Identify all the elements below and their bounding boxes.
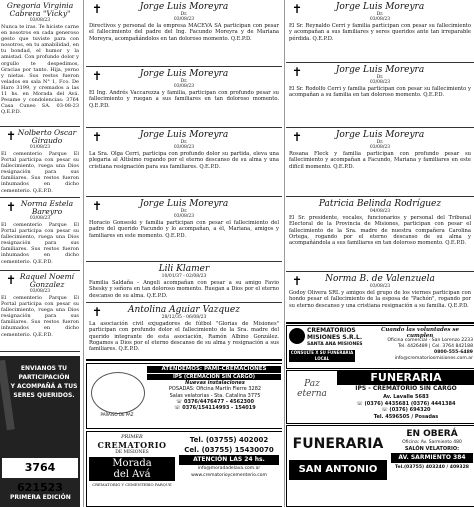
notice-date: 03/08/23: [369, 284, 391, 289]
cross-icon: ✝: [92, 199, 103, 213]
ad-title: MISIONES S.R.L.: [307, 334, 363, 341]
notice-text: Directivos y personal de la empresa MACEVA SA participan con pesar el fallecimiento del padre del Ing. Facundo Moreyra y de Mariana Moreyra, acompañándolos en tan doloroso momento. Q.E.P.D.: [89, 23, 279, 42]
ad-phone: Tel. 4426489 | Cel. 3764 842188: [398, 344, 473, 349]
advertisement-morada-del-ava: [86, 431, 282, 507]
obituary-notice: [286, 63, 474, 128]
notice-text: El cementerio Parque El Portal participa con pesar su fallecimiento, ruega una Dios resignación para sus familiares. Sus restos fueron inhumados en dicho cementerio. Q.E.P.D.: [1, 222, 79, 265]
deceased-name: Jorge Luis Moreyra: [335, 65, 425, 75]
obituary-notice: [86, 197, 282, 262]
ad-brand: Morada: [112, 458, 152, 469]
dove-logo-icon: [91, 372, 145, 414]
ad-text: CONSULTE X SU FUNERARIA LOCAL: [290, 350, 354, 361]
deceased-name: Patricia Belinda Rodríguez: [318, 199, 442, 209]
ad-text: Oficina comercial - San Lorenzo 2233: [387, 338, 473, 343]
notice-date: 04/08/23: [369, 209, 391, 214]
deceased-name: Jorge Luis Moreyra: [335, 2, 425, 12]
flame-logo-icon: [289, 328, 305, 344]
column-left: [0, 0, 80, 507]
notice-date: 03/08/23: [369, 145, 391, 150]
notice-date: 03/08/23: [173, 17, 195, 22]
obituary-notice: [86, 128, 282, 197]
deceased-name: Jorge Luis Moreyra: [139, 199, 229, 209]
notice-date: 03/08/23: [173, 214, 195, 219]
ad-email: info@moradadelava.com.ar: [197, 466, 261, 471]
ad-title: ATENDEMOS: PAMI-CREMACIONES: [147, 366, 281, 373]
deceased-name: Jorge Luis Moreyra: [335, 130, 425, 140]
notice-date: 01/08/23: [29, 145, 51, 150]
ad-line: SERES QUERIDOS.: [13, 392, 75, 399]
ad-subtitle: IPS (CREMACION SIN CARGO): [147, 374, 281, 380]
ad-phone: Tel.(03755) 403240 / 409328: [395, 465, 469, 470]
ad-address: AV. SARMIENTO 384: [391, 453, 473, 463]
cross-icon: ✝: [292, 130, 303, 144]
notice-text: La Sra. Olga Cerri, participa con profundo dolor su partida, eleva una plegaria al Altísimo rogando por el eterno descanso de su alma y una cristiana resignación para sus familiares. Q.E.P.D.: [89, 151, 279, 170]
deceased-title: Dr.: [376, 75, 384, 80]
cross-icon: ✝: [92, 69, 103, 83]
column-middle: [86, 0, 282, 507]
cross-icon: ✝: [292, 274, 303, 288]
ad-line: PARTICIPACIÓN: [18, 374, 70, 381]
advertisement-funeraria-san-antonio: [286, 425, 474, 507]
advertisement-paraiso-de-paz: [86, 363, 282, 429]
notice-date: 28/12/35 - 06/08/23: [161, 315, 207, 320]
ad-text: CREMATORIO Y CEMENTERIO PARQUE: [92, 482, 172, 487]
ad-email: info@crematoriosmisiones.com.ar: [394, 356, 473, 361]
notice-text: El cementerio Parque El Portal participa con pesar su fallecimiento, ruega una Dios resignación para sus familiares. Sus restos fueron inhumados en dicho cementerio. Q.E.P.D.: [1, 295, 79, 338]
ad-title: FUNERARIA: [337, 371, 474, 385]
ad-brand: PARAISO DE PAZ: [100, 412, 134, 417]
ad-brand: SAN ANTONIO: [289, 460, 387, 480]
deceased-name: Lili Klamer: [158, 264, 210, 274]
advertisement-participation: [0, 356, 80, 507]
ad-slogan: Cuando las voluntades se cumplen: [380, 327, 460, 339]
notice-text: Nunca te iras. Te hiciste carne en nosotros en cada generoso gesto que tuviste para con nosotros, en tu amabilidad, en tu bondad, el humor y la amistad. Con profundo dolor y orgullo te despedimos, Gracias por tanto. Hija, yerno y nietas. Sus restos fueron velados en sala N° 1, Fco. De Haro 3199, y cremados a las 11 hs. en Morada del Avá. Pesame y condolencias: 3764 Casa Cuneo SA. 03-08-23 Q.E.P.D.: [1, 24, 79, 116]
ad-text: Oficina: Av. Sarmiento 480: [402, 440, 462, 445]
cross-icon: ✝: [6, 129, 17, 143]
notice-text: El Sr. Rodolfo Cerri y familia participan con pesar su fallecimiento y acompañan a su familia en tan doloroso momento. Q.E.P.D.: [289, 86, 471, 99]
notice-text: Rosana Fleck y familia participan con profundo pesar su fallecimiento y acompañan a Facundo, Mariana y familiares en este difícil momento. Q.E.P.D.: [289, 151, 471, 170]
ad-text: CREMATORIO: [97, 440, 167, 450]
cross-icon: ✝: [6, 273, 17, 287]
obituary-notice: [0, 271, 80, 352]
ad-text: ATENCIÓN LAS 24 hs.: [179, 455, 279, 465]
ad-brand: Paz eterna: [297, 379, 327, 399]
ad-phone: ☏ 0376/154114993 - 154019: [174, 405, 256, 412]
ad-text: SANTA ANA MISIONES: [307, 342, 363, 347]
ad-line: ENVIANOS TU: [20, 365, 68, 372]
deceased-name: Jorge Luis Moreyra: [139, 2, 229, 12]
deceased-title: Dr.: [180, 79, 188, 84]
deceased-name: Norma Estela Bareyro: [20, 199, 74, 216]
cross-icon: ✝: [92, 305, 103, 319]
ad-text: POSADAS: Oficina Martín Fierre 3282: [168, 386, 262, 393]
deceased-title: Dr.: [180, 209, 188, 214]
ad-text: PRIMER: [121, 434, 143, 440]
notice-date: 10/01/37 - 02/08/23: [161, 274, 207, 279]
notice-date: 03/08/23: [29, 289, 51, 294]
ad-brand: del Avá: [113, 469, 151, 480]
column-divider: [284, 0, 285, 507]
notice-date: 03/08/23: [173, 145, 195, 150]
ad-text: Salas velatorias - Sta. Catalina 3775: [169, 392, 261, 399]
ad-city: EN OBERÁ: [406, 429, 458, 439]
deceased-title: Dr.: [180, 140, 188, 145]
obituary-notice: [286, 128, 474, 197]
ad-text: SALÓN VELATORIO:: [404, 446, 460, 452]
notice-date: 03/08/23: [29, 18, 51, 23]
ad-phone: ☏ 0376/4476477 - 4562300: [176, 398, 254, 405]
notice-text: El cementerio Parque El Portal participa con pesar su fallecimiento, ruega una Dios resignación para sus familiares. Sus restos fueron inhumados en dicho cementerio. Q.E.P.D.: [1, 151, 79, 194]
ad-phone: Cel. (03755) 15430070: [184, 446, 274, 454]
obituary-notice: [286, 197, 474, 272]
cross-icon: ✝: [292, 65, 303, 79]
cross-icon: ✝: [92, 130, 103, 144]
cross-icon: ✝: [6, 200, 17, 214]
ad-title: FUNERARIA: [292, 436, 384, 452]
notice-text: Horacio Gonseski y familia participan con pesar el fallecimiento del padre del querido Facundo y lo acompañan, a él, Mariana, amigos y familiares en este momento. Q.E.P.D.: [89, 220, 279, 239]
notice-date: 03/08/23: [369, 80, 391, 85]
ad-phone: Tel. 4596505 / Posadas: [373, 413, 439, 420]
obituary-notice: [0, 127, 80, 198]
deceased-name: Jorge Luis Moreyra: [139, 130, 229, 140]
ad-text: DE MISIONES: [115, 450, 149, 455]
notice-text: El Sr. Reynaldo Cerri y familia participan con pesar su fallecimiento y acompañan a sus familiares y seres queridos ante tan irreparable pérdida. Q.E.P.D.: [289, 23, 471, 42]
ad-line: Y ACOMPAÑÁ A TUS: [10, 383, 78, 390]
deceased-title: Dr.: [376, 140, 384, 145]
ad-phone: Tel. (03755) 402002: [189, 436, 269, 444]
primera-edicion-logo: PRIMERA EDICIÓN: [10, 494, 71, 501]
notice-text: El Ing. Andrés Vaccarezza y familia, participan con profundo pesar su fallecimiento y ruegan a sus familiares en tan doloroso momento. Q.E.P.D.: [89, 90, 279, 109]
advertisement-funeraria-paz-eterna: [286, 370, 474, 424]
notice-text: Familia Saldaña – Angeli acompañan con pesar a su amigo Favio Shesky y señora en tan doloroso momento. Ruegan a Dios por el eterno descanso de su alma. Q.E.P.D.: [89, 280, 279, 299]
cross-icon: ✝: [92, 2, 103, 16]
ad-subtitle: IPS - CREMATORIO SIN CARGO: [355, 385, 457, 392]
deceased-name: Nolberto Oscar Giraudo: [17, 128, 77, 145]
deceased-name: Raquel Noemí Gonzalez: [19, 272, 75, 289]
deceased-name: Antolina Aguiar Vazquez: [128, 305, 240, 315]
deceased-name: Gregoria Virginia Cabrera "Vicky": [6, 1, 74, 18]
ad-website: www.crematorioycementerio.com: [191, 473, 267, 478]
deceased-title: Dr.: [376, 12, 384, 17]
obituary-notice: [286, 272, 474, 324]
column-divider: [83, 0, 84, 507]
notice-date: 03/08/23: [369, 17, 391, 22]
notice-date: 03/08/23: [29, 216, 51, 221]
ad-phone: ☏ (0376) 4435681: [356, 400, 410, 407]
notice-text: Godoy Olivera SRL y amigos del grupo de los viernes participan con hondo pesar el fallecimiento de la esposa de "Pachón", rogando por su eterno descanso y una cristiana resignación a su familia. Q.E.P.D.: [289, 290, 471, 309]
obituary-notice: [0, 0, 80, 127]
column-right: [286, 0, 474, 507]
notice-text: El Sr. presidente, vocales, funcionarios y personal del Tribunal Electoral de la Provincia de Misiones, participan con pesar el fallecimiento de la Sra. madre de nuestra compañera Carolina Ortega, rogando por el eterno descanso de su alma y acompañándola a sus familiares en tan doloroso momento. Q.E.P.D.: [289, 215, 471, 247]
deceased-name: Norma B. de Valenzuela: [325, 274, 435, 284]
obituary-notice: [286, 0, 474, 63]
obituary-notice: [86, 303, 282, 361]
notice-date: 03/08/23: [173, 84, 195, 89]
obituary-notice: [86, 67, 282, 128]
ad-phone: ☏ (0376) 694320: [381, 407, 431, 413]
ad-title: CREMATORIOS: [307, 327, 356, 334]
notice-text: La asociación civil exjugadores de fútbol "Glorias de Misiones" participan con profundo dolor el fallecimiento de la Sra. madre del querido integrante de esta asociación, Ramón Albino González. Rogamos a Dios por el eterno descanso de su alma y resignación a sus familiares. Q.E.P.D.: [89, 321, 279, 353]
ad-phone: 0800-555-6489: [434, 350, 473, 355]
deceased-title: Dr.: [180, 12, 188, 17]
ad-phone: (0376) 4441384: [410, 400, 456, 407]
ad-text: Nuevas instalaciones: [185, 380, 245, 386]
ad-phone: 3764 621523: [2, 458, 78, 478]
obituary-notice: [0, 198, 80, 271]
obituary-notice: [86, 0, 282, 67]
advertisement-crematorios-misiones: [286, 325, 474, 369]
ad-address: Av. Lavalle 5683: [383, 394, 429, 400]
obituary-notice: [86, 262, 282, 303]
deceased-name: Jorge Luis Moreyra: [139, 69, 229, 79]
cross-icon: ✝: [292, 2, 303, 16]
